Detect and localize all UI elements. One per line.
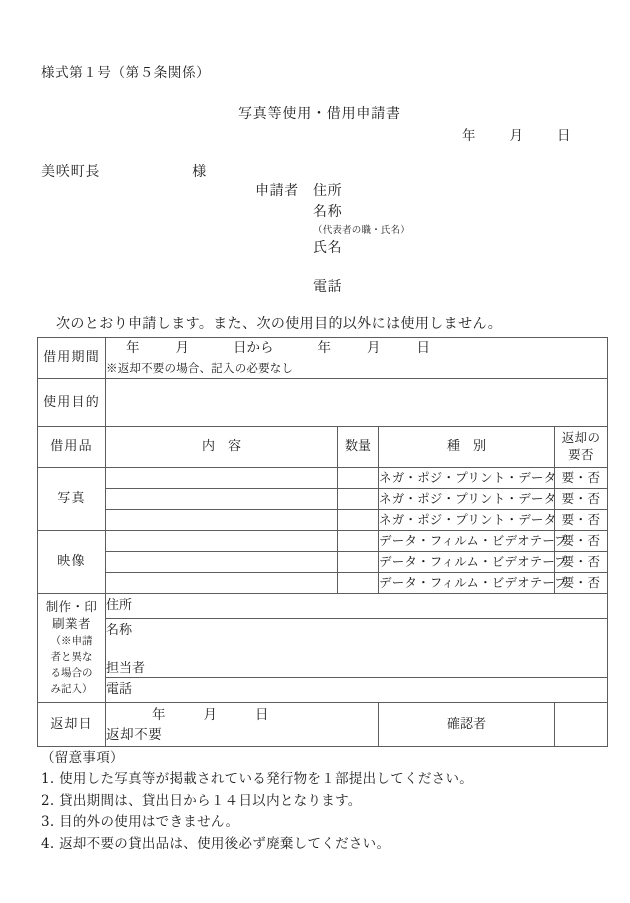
period-year-from: 年 bbox=[126, 340, 140, 356]
video-content-1[interactable] bbox=[106, 531, 338, 552]
group-label-photo: 写真 bbox=[38, 468, 106, 531]
items-header-kind: 種 別 bbox=[379, 427, 555, 468]
items-header-return-line1: 返却の bbox=[561, 430, 601, 446]
page-title: 写真等使用・借用申請書 bbox=[238, 106, 401, 122]
printer-name-input-space[interactable] bbox=[106, 640, 607, 660]
printer-phone-label: 電話 bbox=[106, 682, 133, 698]
purpose-label: 使用目的 bbox=[38, 379, 106, 427]
period-month-from: 月 bbox=[175, 340, 189, 356]
table-row-photo-2 bbox=[38, 489, 608, 510]
video-return-3[interactable]: 要・否 bbox=[555, 573, 608, 594]
video-return-1[interactable]: 要・否 bbox=[555, 531, 608, 552]
printer-label bbox=[38, 594, 106, 703]
date-day-label: 日 bbox=[557, 128, 571, 144]
table-row-photo-3 bbox=[38, 510, 608, 531]
table-row-photo-1 bbox=[38, 468, 608, 489]
photo-kind-3[interactable]: ネガ・ポジ・プリント・データ bbox=[379, 510, 555, 531]
applicant-phone-row bbox=[255, 277, 410, 298]
printer-note-line2: 者と異な bbox=[50, 650, 93, 663]
video-quantity-1[interactable] bbox=[338, 531, 379, 552]
applicant-address-label: 住所 bbox=[313, 183, 343, 199]
video-content-3[interactable] bbox=[106, 573, 338, 594]
items-header-return-line2: 要否 bbox=[568, 447, 594, 462]
return-date-month: 月 bbox=[203, 706, 217, 723]
photo-kind-1[interactable]: ネガ・ポジ・プリント・データ bbox=[379, 468, 555, 489]
period-year-to: 年 bbox=[317, 340, 331, 356]
photo-content-1[interactable] bbox=[106, 468, 338, 489]
applicant-block bbox=[255, 181, 410, 298]
photo-quantity-3[interactable] bbox=[338, 510, 379, 531]
confirmer-label: 確認者 bbox=[379, 703, 555, 747]
application-table bbox=[37, 337, 608, 747]
photo-content-2[interactable] bbox=[106, 489, 338, 510]
printer-name-label: 名称 bbox=[106, 623, 133, 638]
printer-address-cell[interactable] bbox=[106, 594, 608, 619]
period-day-from: 日から bbox=[233, 340, 274, 356]
note-item-1: 1. 使用した写真等が掲載されている発行物を１部提出してください。 bbox=[41, 771, 474, 787]
applicant-name-row bbox=[255, 202, 410, 223]
return-date-line bbox=[106, 705, 378, 725]
photo-return-3[interactable]: 要・否 bbox=[555, 510, 608, 531]
table-row-printer-phone bbox=[38, 678, 608, 703]
photo-content-3[interactable] bbox=[106, 510, 338, 531]
period-note: ※返却不要の場合、記入の必要なし bbox=[106, 361, 294, 375]
group-label-video: 映像 bbox=[38, 531, 106, 594]
return-date-value-cell[interactable] bbox=[106, 703, 379, 747]
printer-phone-cell[interactable] bbox=[106, 678, 608, 703]
photo-kind-2[interactable]: ネガ・ポジ・プリント・データ bbox=[379, 489, 555, 510]
video-return-2[interactable]: 要・否 bbox=[555, 552, 608, 573]
submission-date-line bbox=[462, 124, 571, 144]
note-item-2: 2. 貸出期間は、貸出日から１４日以内となります。 bbox=[41, 792, 362, 809]
table-row-printer-address bbox=[38, 594, 608, 619]
items-header-return bbox=[555, 427, 608, 468]
purpose-value-cell[interactable] bbox=[106, 379, 608, 427]
table-row-period bbox=[38, 338, 608, 379]
return-date-year: 年 bbox=[152, 706, 166, 723]
table-row-items-header bbox=[38, 427, 608, 468]
video-content-2[interactable] bbox=[106, 552, 338, 573]
table-row-printer-name-contact bbox=[38, 619, 608, 678]
items-header-item: 借用品 bbox=[38, 427, 106, 468]
addressee-name: 美咲町長 bbox=[41, 164, 101, 180]
applicant-phone-label: 電話 bbox=[313, 279, 343, 295]
applicant-lead-label: 申請者 bbox=[255, 183, 299, 199]
applicant-name-label: 名称 bbox=[313, 204, 343, 220]
return-not-required-label[interactable]: 返却不要 bbox=[106, 726, 163, 743]
lead-sentence: 次のとおり申請します。また、次の使用目的以外には使用しません。 bbox=[56, 316, 503, 332]
printer-note-line3: る場合の bbox=[50, 666, 93, 679]
period-label: 借用期間 bbox=[38, 338, 106, 379]
printer-name-contact-cell[interactable] bbox=[106, 619, 608, 678]
period-day-to: 日 bbox=[416, 340, 430, 356]
period-value-cell[interactable] bbox=[106, 338, 608, 379]
return-date-label: 返却日 bbox=[38, 703, 106, 747]
table-row-video-3 bbox=[38, 573, 608, 594]
video-quantity-2[interactable] bbox=[338, 552, 379, 573]
note-item-4: 4. 返却不要の貸出品は、使用後必ず廃棄してください。 bbox=[41, 835, 391, 852]
items-header-content: 内 容 bbox=[106, 427, 338, 468]
period-date-range bbox=[106, 338, 607, 359]
video-kind-2[interactable]: データ・フィルム・ビデオテープ bbox=[379, 552, 555, 573]
table-row-video-2 bbox=[38, 552, 608, 573]
printer-address-label: 住所 bbox=[106, 598, 133, 614]
video-quantity-3[interactable] bbox=[338, 573, 379, 594]
table-row-purpose bbox=[38, 379, 608, 427]
photo-return-2[interactable]: 要・否 bbox=[555, 489, 608, 510]
printer-label-line2: 刷業者 bbox=[52, 616, 91, 632]
notes-section bbox=[41, 748, 473, 855]
return-date-day: 日 bbox=[255, 706, 269, 723]
applicant-address-row bbox=[255, 181, 410, 202]
printer-contact-label: 担当者 bbox=[106, 660, 146, 676]
date-month-label: 月 bbox=[509, 128, 523, 144]
printer-note-line4: み記入） bbox=[50, 682, 93, 695]
notes-heading: （留意事項） bbox=[41, 750, 124, 766]
date-year-label: 年 bbox=[462, 128, 476, 144]
applicant-person-row bbox=[255, 238, 410, 259]
video-kind-1[interactable]: データ・フィルム・ビデオテープ bbox=[379, 531, 555, 552]
note-item-3: 3. 目的外の使用はできません。 bbox=[41, 814, 240, 830]
period-month-to: 月 bbox=[367, 340, 381, 356]
table-row-video-1 bbox=[38, 531, 608, 552]
applicant-person-label: 氏名 bbox=[313, 240, 343, 256]
confirmer-value-cell[interactable] bbox=[555, 703, 608, 747]
table-row-return-date bbox=[38, 703, 608, 747]
addressee-honorific: 様 bbox=[192, 164, 208, 180]
printer-note-line1: （※申請 bbox=[50, 634, 93, 647]
photo-return-1[interactable]: 要・否 bbox=[555, 468, 608, 489]
video-kind-3[interactable]: データ・フィルム・ビデオテープ bbox=[379, 573, 555, 594]
printer-label-line1: 制作・印 bbox=[45, 599, 98, 615]
form-code: 様式第１号（第５条関係） bbox=[41, 65, 211, 81]
photo-quantity-2[interactable] bbox=[338, 489, 379, 510]
addressee-line bbox=[41, 161, 207, 181]
photo-quantity-1[interactable] bbox=[338, 468, 379, 489]
items-header-quantity: 数量 bbox=[338, 427, 379, 468]
applicant-representative-note: （代表者の職・氏名） bbox=[313, 225, 411, 236]
